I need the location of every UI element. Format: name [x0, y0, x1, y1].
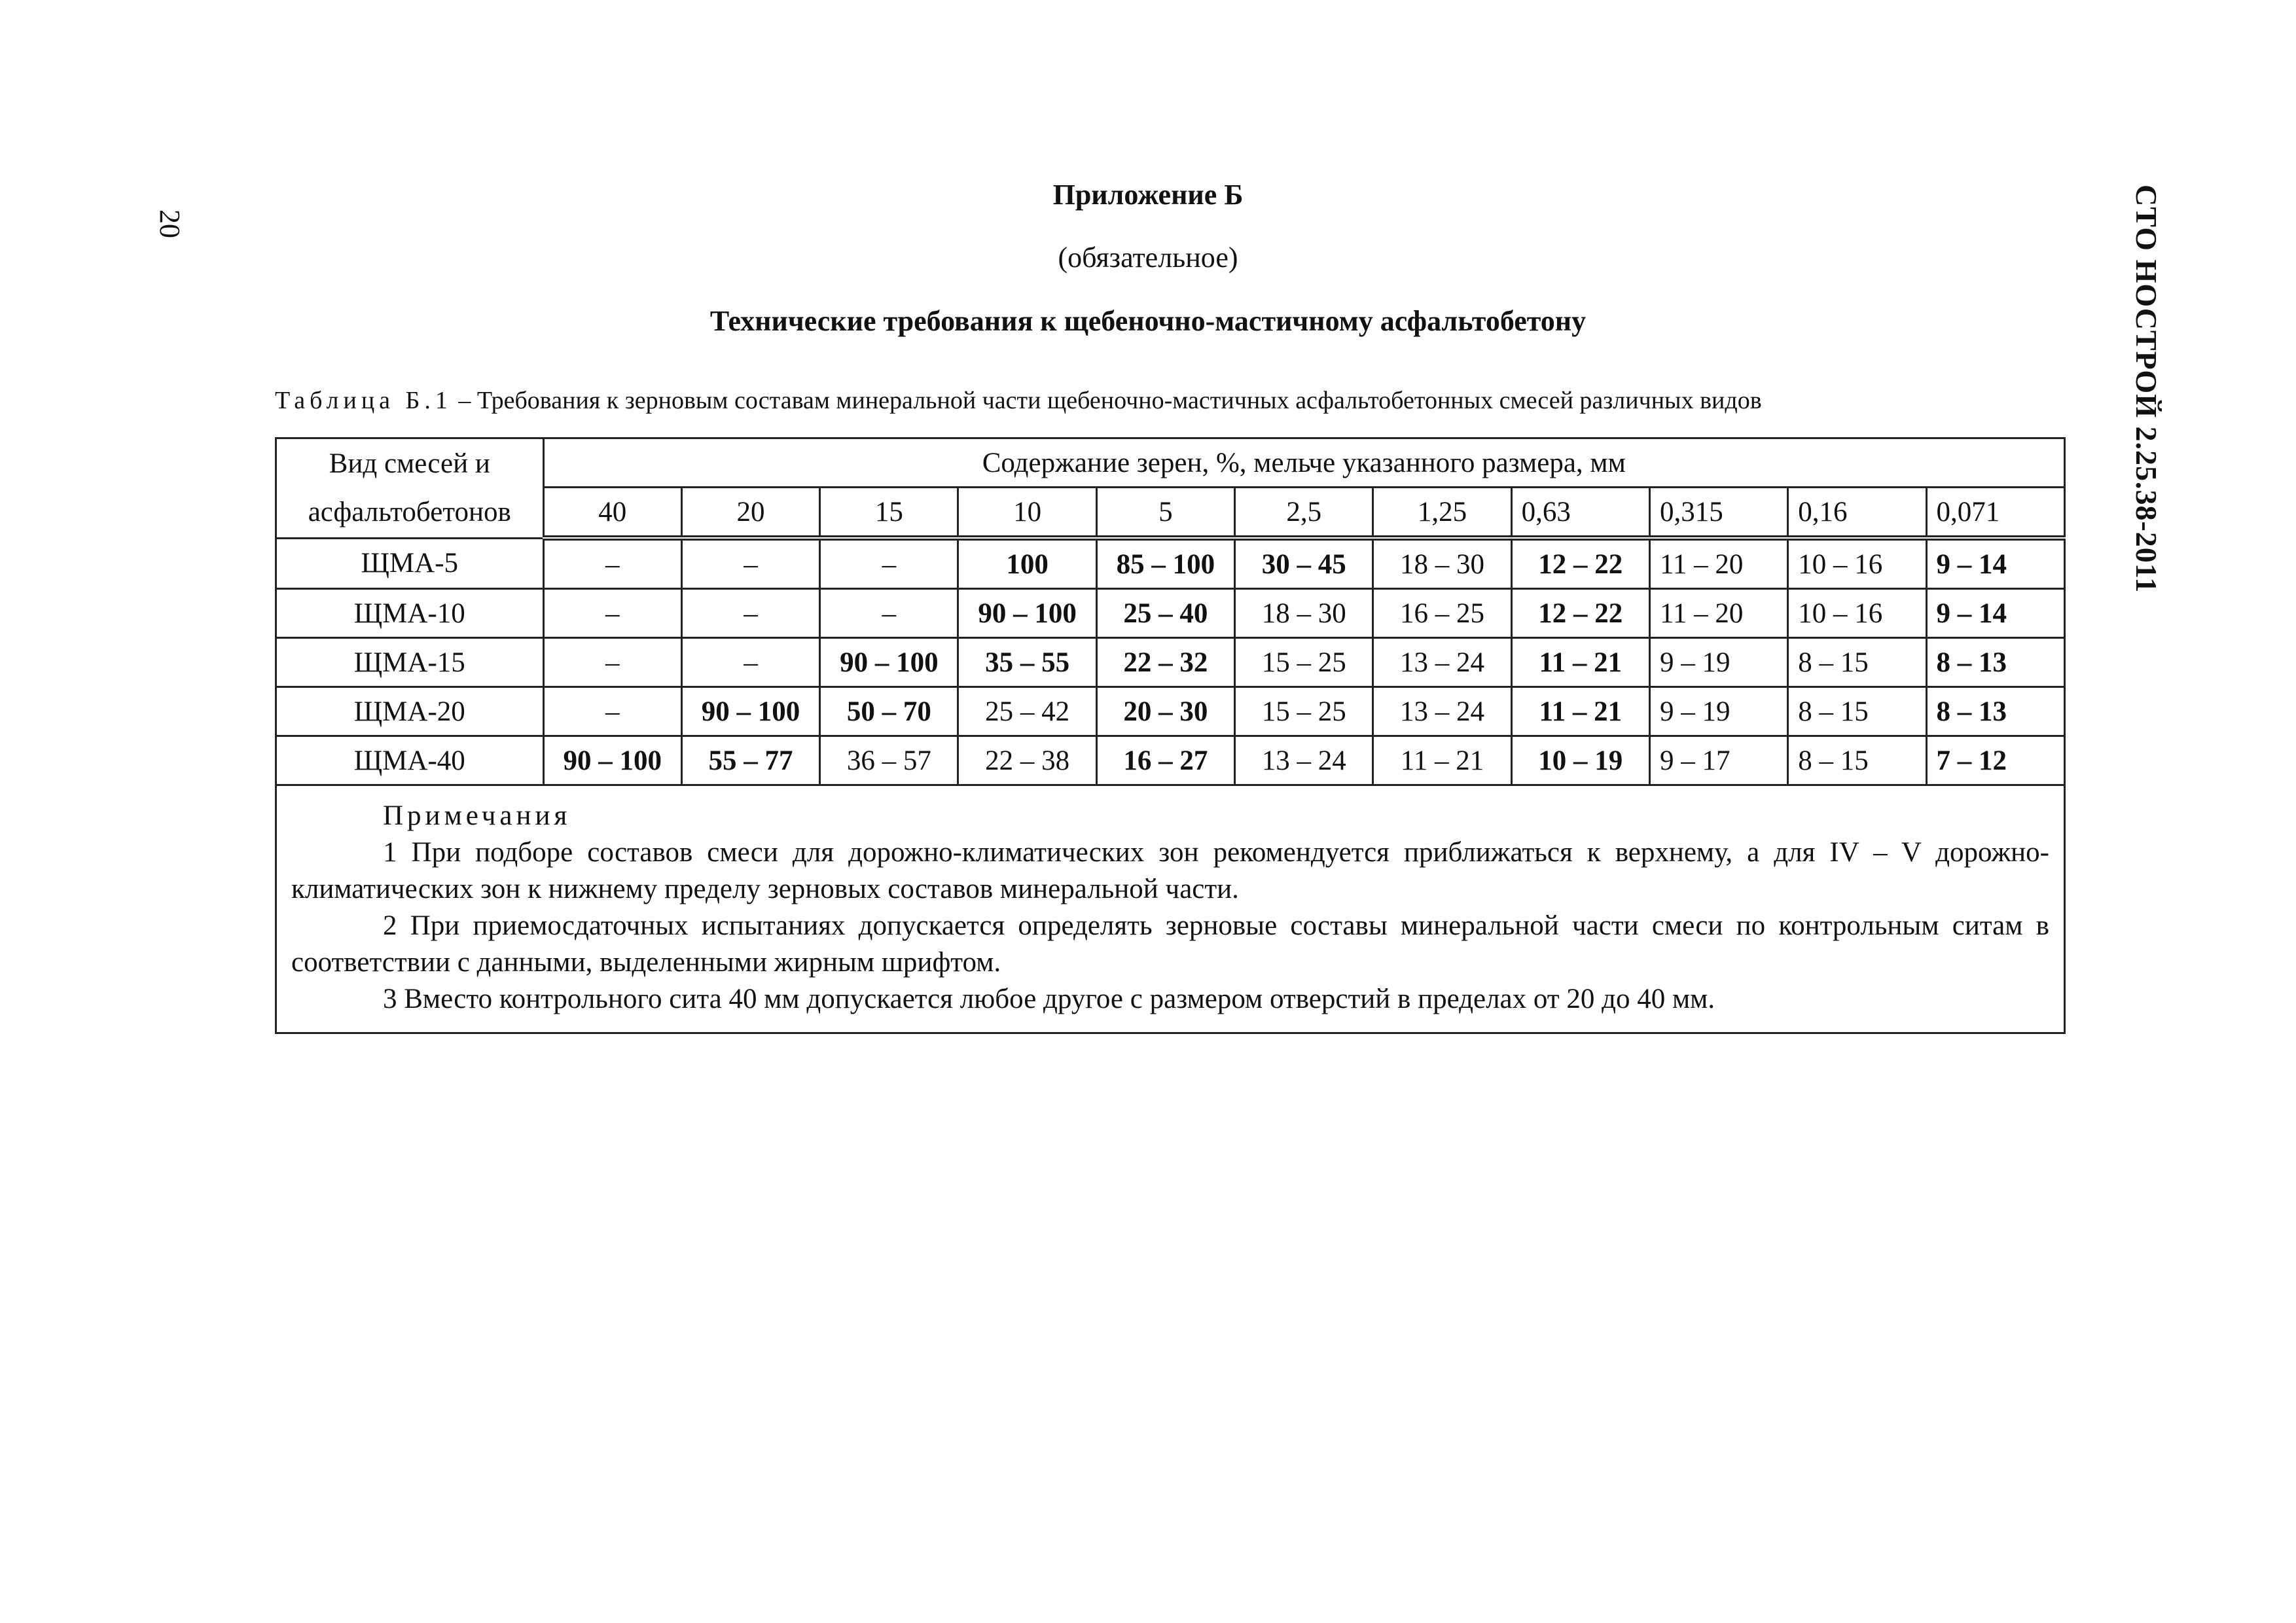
- table-cell: –: [681, 538, 819, 589]
- table-cell: 36 – 57: [820, 736, 958, 785]
- table-cell: –: [543, 589, 681, 638]
- table-cell: 90 – 100: [958, 589, 1096, 638]
- table-cell: 20 – 30: [1096, 687, 1234, 736]
- table-cell: –: [820, 589, 958, 638]
- table-cell: 18 – 30: [1235, 589, 1373, 638]
- row-mix-name: ЩМА-20: [276, 687, 544, 736]
- table-cell: 12 – 22: [1511, 538, 1649, 589]
- table-cell: 10 – 19: [1511, 736, 1649, 785]
- table-cell: 11 – 21: [1511, 687, 1649, 736]
- table-caption-text: – Требования к зерновым составам минеральной части щебеночно-мастичных асфальтобетонных смесей различных видов: [458, 387, 1762, 414]
- table-cell: 55 – 77: [681, 736, 819, 785]
- table-cell: 9 – 19: [1649, 638, 1787, 687]
- table-cell: 11 – 20: [1649, 538, 1787, 589]
- appendix-title: Приложение Б: [1052, 179, 1244, 211]
- table-cell: 16 – 25: [1373, 589, 1511, 638]
- table-cell: –: [681, 589, 819, 638]
- table-cell: 50 – 70: [820, 687, 958, 736]
- note-item: 2 При приемосдаточных испытаниях допускается определять зерновые составы минеральной части смеси по контрольным ситам в соответствии с данными, выделенными жирным шрифтом.: [291, 910, 2049, 978]
- document-code: СТО НОСТРОЙ 2.25.38-2011: [2130, 185, 2163, 594]
- header-size: 0,071: [1926, 488, 2064, 539]
- table-cell: 25 – 40: [1096, 589, 1234, 638]
- table-cell: 9 – 17: [1649, 736, 1787, 785]
- table-row: [276, 736, 2065, 785]
- table-cell: 12 – 22: [1511, 589, 1649, 638]
- table-cell: 16 – 27: [1096, 736, 1234, 785]
- table-cell: 11 – 21: [1511, 638, 1649, 687]
- table-cell: 85 – 100: [1096, 538, 1234, 589]
- table-cell: 10 – 16: [1788, 589, 1926, 638]
- table-cell: 90 – 100: [681, 687, 819, 736]
- header-mix-type: [276, 438, 544, 539]
- table-cell: 11 – 20: [1649, 589, 1787, 638]
- header-size: 5: [1096, 488, 1234, 539]
- table-cell: –: [543, 638, 681, 687]
- header-size: 0,63: [1511, 488, 1649, 539]
- table-row: [276, 687, 2065, 736]
- table-cell: –: [820, 538, 958, 589]
- grading-requirements-table: [275, 437, 2066, 1034]
- table-cell: 13 – 24: [1373, 638, 1511, 687]
- table-cell: 22 – 32: [1096, 638, 1234, 687]
- note-item: 3 Вместо контрольного сита 40 мм допускается любое другое с размером отверстий в пределах от 20 до 40 мм.: [383, 984, 1715, 1014]
- table-cell: –: [543, 538, 681, 589]
- table-cell: 8 – 15: [1788, 687, 1926, 736]
- table-cell: 9 – 14: [1926, 538, 2064, 589]
- row-mix-name: ЩМА-40: [276, 736, 544, 785]
- table-sizes-row: [276, 488, 2065, 539]
- table-cell: 8 – 13: [1926, 638, 2064, 687]
- row-mix-name: ЩМА-10: [276, 589, 544, 638]
- table-notes-row: [276, 785, 2065, 1033]
- table-cell: 15 – 25: [1235, 687, 1373, 736]
- table-cell: 100: [958, 538, 1096, 589]
- header-mix-type-line2: асфальтобетонов: [308, 496, 511, 527]
- table-caption: [275, 386, 1762, 415]
- table-cell: 15 – 25: [1235, 638, 1373, 687]
- table-cell: –: [543, 687, 681, 736]
- page-number: 20: [154, 209, 186, 238]
- table-cell: 10 – 16: [1788, 538, 1926, 589]
- table-cell: 8 – 15: [1788, 736, 1926, 785]
- table-cell: 9 – 14: [1926, 589, 2064, 638]
- note-item: 1 При подборе составов смеси для дорожно-климатических зон рекомендуется приближаться к верхнему, а для IV – V дорожно-климатических зон к нижнему пределу зерновых составов минеральной части.: [291, 837, 2049, 904]
- table-notes: [276, 785, 2065, 1033]
- table-cell: 7 – 12: [1926, 736, 2064, 785]
- header-size: 40: [543, 488, 681, 539]
- notes-title: Примечания: [383, 800, 571, 831]
- header-mix-type-line1: Вид смесей и: [329, 448, 490, 479]
- table-cell: 13 – 24: [1235, 736, 1373, 785]
- header-size: 15: [820, 488, 958, 539]
- table-cell: 9 – 19: [1649, 687, 1787, 736]
- table-cell: 8 – 13: [1926, 687, 2064, 736]
- table-cell: 18 – 30: [1373, 538, 1511, 589]
- appendix-subtitle: Технические требования к щебеночно-мастичному асфальтобетону: [709, 305, 1587, 337]
- row-mix-name: ЩМА-5: [276, 538, 544, 589]
- table-cell: 22 – 38: [958, 736, 1096, 785]
- header-grain-content: Содержание зерен, %, мельче указанного размера, мм: [543, 438, 2064, 488]
- header-size: 2,5: [1235, 488, 1373, 539]
- table-cell: 13 – 24: [1373, 687, 1511, 736]
- header-size: 1,25: [1373, 488, 1511, 539]
- table-row: [276, 589, 2065, 638]
- table-row: [276, 638, 2065, 687]
- table-cell: 8 – 15: [1788, 638, 1926, 687]
- header-size: 0,315: [1649, 488, 1787, 539]
- table-cell: –: [681, 638, 819, 687]
- header-size: 10: [958, 488, 1096, 539]
- table-cell: 30 – 45: [1235, 538, 1373, 589]
- row-mix-name: ЩМА-15: [276, 638, 544, 687]
- header-size: 20: [681, 488, 819, 539]
- table-cell: 90 – 100: [820, 638, 958, 687]
- appendix-status: (обязательное): [1058, 241, 1238, 274]
- table-row: [276, 538, 2065, 589]
- table-caption-number: Таблица Б.1: [275, 387, 452, 414]
- table-cell: 11 – 21: [1373, 736, 1511, 785]
- table-cell: 35 – 55: [958, 638, 1096, 687]
- table-cell: 25 – 42: [958, 687, 1096, 736]
- header-size: 0,16: [1788, 488, 1926, 539]
- table-header-row: [276, 438, 2065, 488]
- table-cell: 90 – 100: [543, 736, 681, 785]
